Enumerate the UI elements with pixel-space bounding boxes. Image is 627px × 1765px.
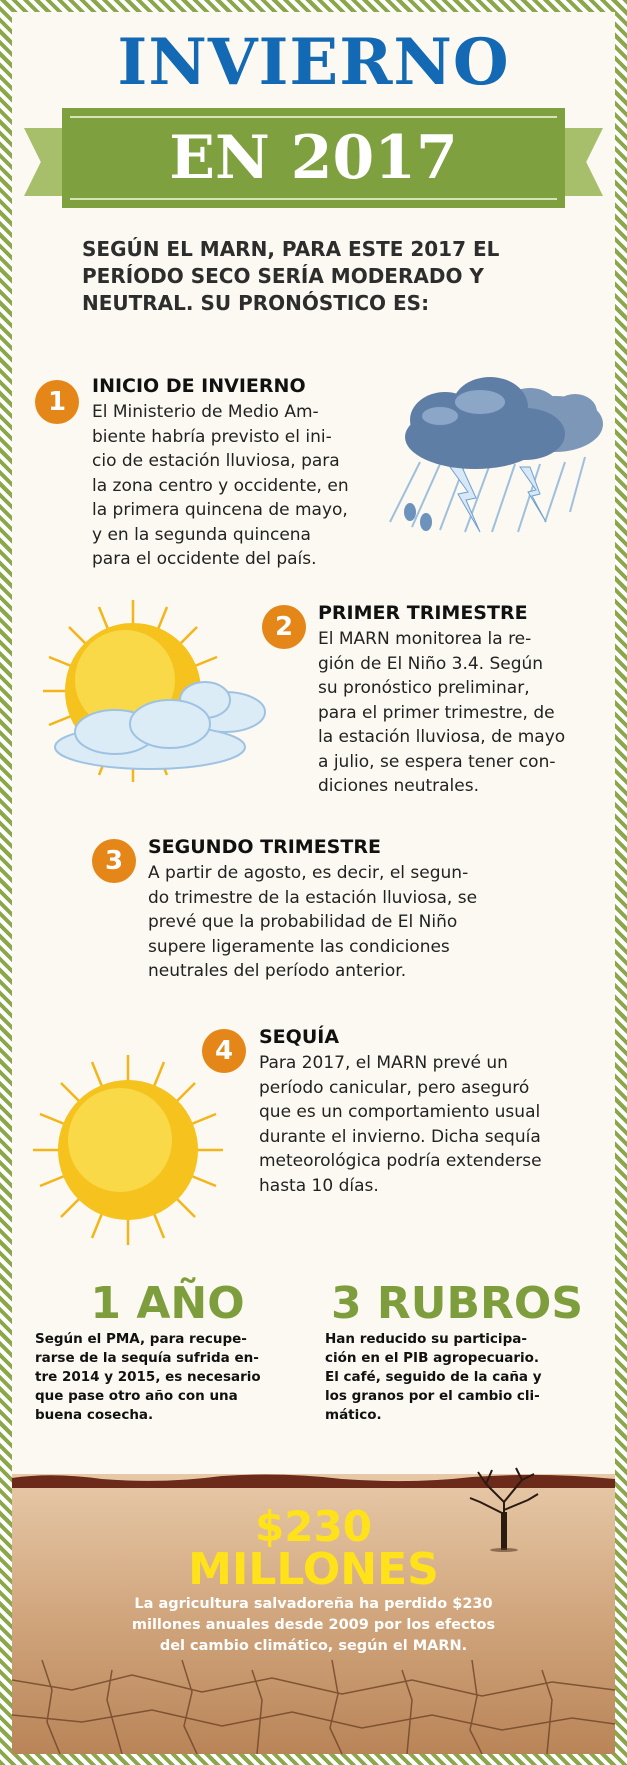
- section-3-text: A partir de agosto, es decir, el segun- do trimestre de la estación lluviosa, se prevé que la probabilidad de El Niño supere ligeramente las condiciones neutrales del período anterior.: [148, 863, 478, 981]
- section-1-number: 1: [35, 380, 79, 424]
- section-2-number: 2: [262, 605, 306, 649]
- cracked-earth: [12, 1660, 615, 1754]
- section-1-heading: INICIO DE INVIERNO: [92, 375, 306, 397]
- title-line-1: INVIERNO: [117, 25, 510, 100]
- section-4-heading: SEQUÍA: [259, 1026, 340, 1048]
- ribbon-rule-bottom: [70, 198, 557, 200]
- title-line-2: EN 2017: [169, 123, 458, 193]
- stat-2-text: Han reducido su participa- ción en el PIB agropecuario. El café, seguido de la caña y los granos por el cambio cli- mático.: [325, 1331, 542, 1423]
- section-2-text: El MARN monitorea la re- gión de El Niño 3.4. Según su pronóstico preliminar, para el primer trimestre, de la estación lluviosa, de mayo a julio, se espera tener con- diciones neutrales.: [318, 629, 566, 796]
- section-2-heading: PRIMER TRIMESTRE: [318, 602, 528, 624]
- section-4-number: 4: [202, 1029, 246, 1073]
- section-3-heading: SEGUNDO TRIMESTRE: [148, 836, 381, 858]
- stat-2-value: 3 RUBROS: [330, 1278, 584, 1329]
- stat-1-value: 1 AÑO: [90, 1278, 245, 1329]
- section-4-text: Para 2017, el MARN prevé un período canicular, pero aseguró que es un comportamiento usual durante el invierno. Dicha sequía meteorológica podría extenderse hasta 10 días.: [259, 1053, 542, 1196]
- stat-1-text: Según el PMA, para recupe- rarse de la sequía sufrida en- tre 2014 y 2015, es necesario que pase otro año con una buena cosecha.: [35, 1331, 261, 1423]
- footer-amount: $230: [255, 1502, 372, 1551]
- footer-text: La agricultura salvadoreña ha perdido $230 millones anuales desde 2009 por los efectos del cambio climático, según el MARN.: [131, 1596, 496, 1654]
- sun-icon: [28, 1050, 228, 1250]
- sun-cloud-icon: [35, 592, 275, 792]
- section-3-number: 3: [92, 839, 136, 883]
- storm-cloud-icon: [380, 372, 610, 552]
- footer-unit: MILLONES: [188, 1544, 439, 1595]
- section-1-text: El Ministerio de Medio Am- biente habría previsto el ini- cio de estación lluviosa, para la zona centro y occidente, en la primera quincena de mayo, y en la segunda quincena para el occidente del país.: [92, 402, 349, 569]
- intro-text: SEGÚN EL MARN, PARA ESTE 2017 EL PERÍODO SECO SERÍA MODERADO Y NEUTRAL. SU PRONÓSTICO ES:: [82, 237, 500, 315]
